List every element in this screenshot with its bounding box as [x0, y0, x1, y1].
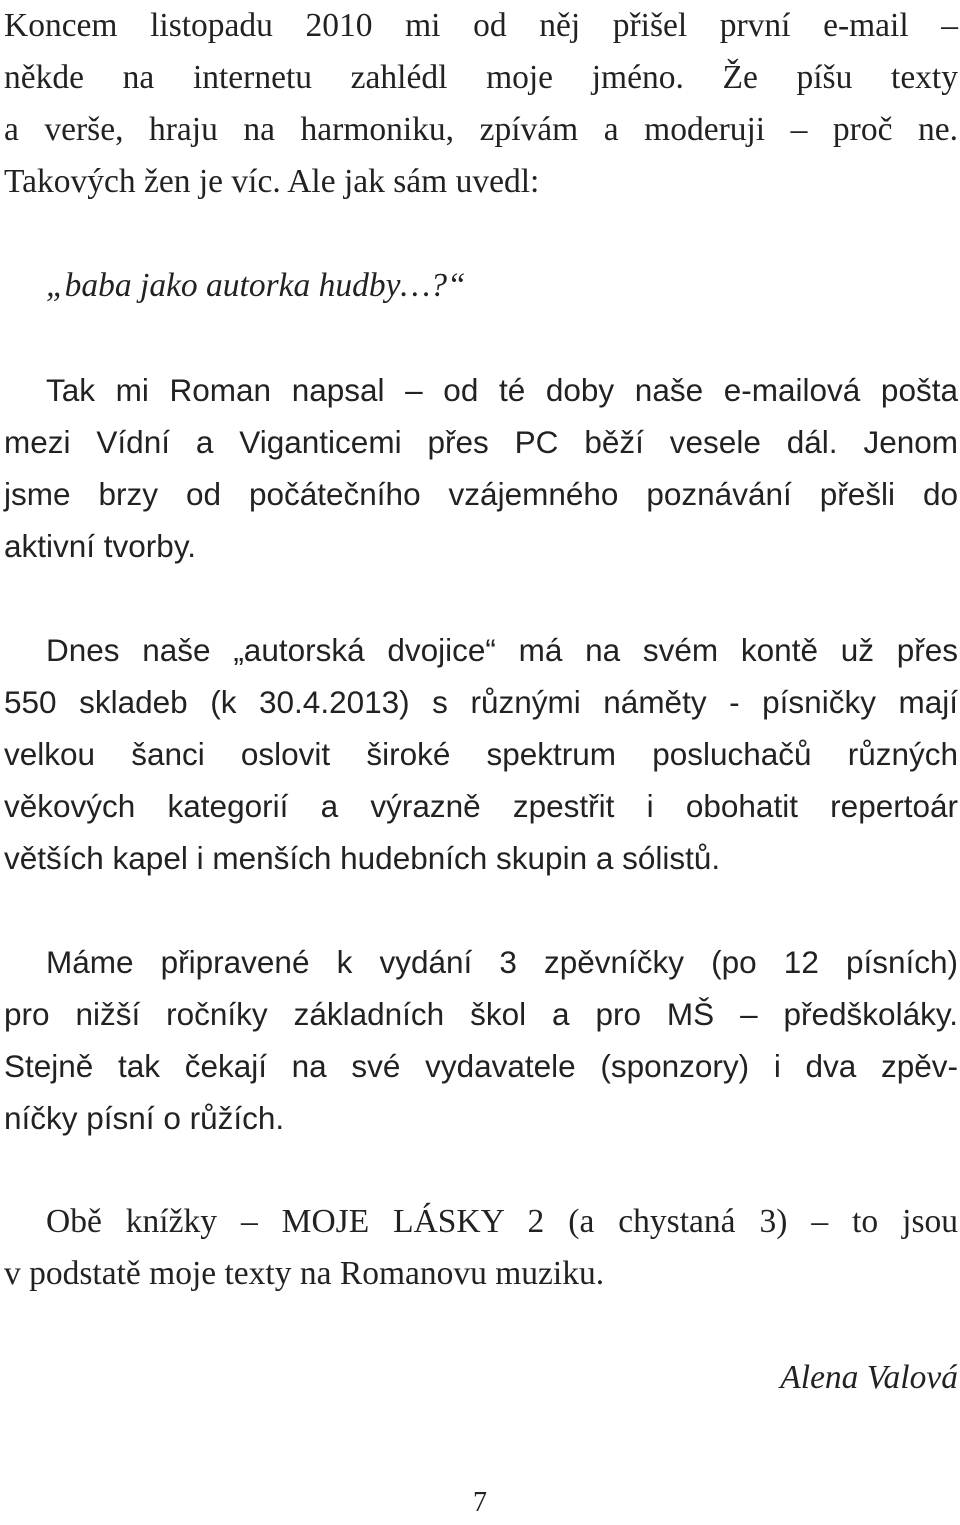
spacer — [4, 1300, 958, 1352]
text-line: Obě knížky – MOJE LÁSKY 2 (a chystaná 3) – to jsou — [46, 1203, 958, 1240]
text-line: 550 skladeb (k 30.4.2013) s různými náměty - písničky mají — [4, 684, 958, 720]
spacer — [4, 208, 958, 260]
text-line: Dnes naše „autorská dvojice“ má na svém kontě už přes — [46, 632, 958, 668]
text-line: Tak mi Roman napsal – od té doby naše e-mailová pošta — [46, 372, 958, 408]
page-number: 7 — [473, 1487, 487, 1518]
spacer — [4, 312, 958, 364]
text-line: Stejně tak čekají na své vydavatele (sponzory) i dva zpěv- — [4, 1048, 958, 1084]
text-line: větších kapel i menších hudebních skupin a sólistů. — [4, 840, 721, 876]
spacer — [4, 1144, 958, 1196]
text-line: v podstatě moje texty na Romanovu muziku. — [4, 1255, 605, 1292]
obe-paragraph — [4, 1196, 958, 1300]
text-line: Koncem listopadu 2010 mi od něj přišel první e-mail – — [4, 7, 958, 44]
signature: Alena Valová — [780, 1359, 958, 1396]
text-line: a verše, hraju na harmoniku, zpívám a moderuji – proč ne. — [4, 111, 958, 148]
text-line: Takových žen je víc. Ale jak sám uvedl: — [4, 163, 540, 200]
page-content — [4, 0, 958, 1404]
text-line: někde na internetu zahlédl moje jméno. Že píšu texty — [4, 59, 958, 96]
spacer — [4, 884, 958, 936]
mame-paragraph — [4, 936, 958, 1144]
text-line: mezi Vídní a Viganticemi přes PC běží vesele dál. Jenom — [4, 424, 958, 460]
text-line: níčky písní o růžích. — [4, 1100, 285, 1136]
text-line: aktivní tvorby. — [4, 528, 196, 564]
spacer — [4, 572, 958, 624]
quote: „baba jako autorka hudby…?“ — [46, 267, 466, 304]
text-line: věkových kategorií a výrazně zpestřit i obohatit repertoár — [4, 788, 958, 824]
dnes-paragraph — [4, 624, 958, 884]
text-line: Máme připravené k vydání 3 zpěvníčky (po 12 písních) — [46, 944, 958, 980]
text-line: velkou šanci oslovit široké spektrum posluchačů různých — [4, 736, 958, 772]
text-line: jsme brzy od počátečního vzájemného poznávání přešli do — [4, 476, 958, 512]
roman-paragraph — [4, 364, 958, 572]
intro-paragraph — [4, 0, 958, 208]
text-line: pro nižší ročníky základních škol a pro MŠ – předškoláky. — [4, 996, 958, 1032]
